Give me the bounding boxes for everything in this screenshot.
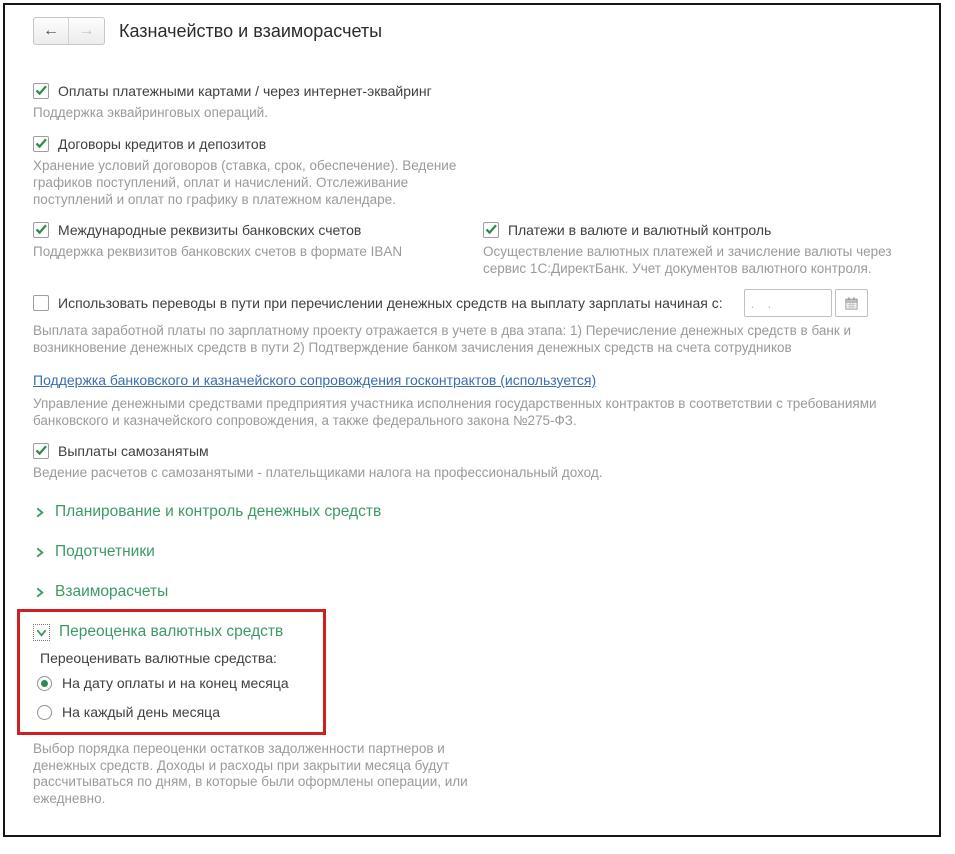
credits-description: Хранение условий договоров (ставка, срок, обеспечение). Ведение графиков поступлений, оплат и начислений. Отслеживание поступлений и оплат по графику в платежном календаре. [33, 158, 457, 207]
section-accountables-label: Подотчетники [55, 543, 155, 560]
checkmark-icon [34, 222, 48, 236]
option-credits [33, 136, 911, 208]
self-employed-label[interactable]: Выплаты самозанятым [58, 443, 209, 459]
chevron-focus-outline [33, 624, 50, 641]
checkmark-icon [34, 83, 48, 97]
transfers-checkbox[interactable] [33, 295, 49, 311]
revaluation-highlight-box [17, 609, 326, 735]
option-currency-payments [483, 222, 911, 277]
history-nav [33, 17, 105, 45]
acquiring-description: Поддержка эквайринговых операций. [33, 105, 268, 120]
gov-contracts-description: Управление денежными средствами предприятия участника исполнения государственных контрактов в соответствии с требованиями банковского и казначейского сопровождения, а также федерального закона №275-ФЗ. [33, 396, 877, 428]
currency-payments-label[interactable]: Платежи в валюте и валютный контроль [507, 222, 772, 238]
revaluation-prompt: Переоценивать валютные средства: [40, 650, 277, 666]
radio-selected-icon[interactable] [37, 676, 52, 691]
section-settlements-label: Взаиморасчеты [55, 583, 169, 600]
transfers-description: Выплата заработной платы по зарплатному проекту отражается в учете в два этапа: 1) Перечисление денежных средств в банк и возникновение денежных средств в пути 2) Подтверждение банком зачисления денежных средств на счета сотрудников [33, 323, 852, 355]
radio-option-on-payment[interactable] [37, 675, 315, 691]
self-employed-checkbox[interactable] [33, 443, 49, 459]
iban-checkbox[interactable] [33, 222, 49, 238]
currency-payments-checkbox[interactable] [483, 222, 499, 238]
self-employed-description: Ведение расчетов с самозанятыми - плательщиками налога на профессиональный доход. [33, 465, 603, 480]
radio-on-payment-label[interactable]: На дату оплаты и на конец месяца [62, 675, 289, 691]
header [33, 17, 911, 45]
radio-every-day-label[interactable]: На каждый день месяца [62, 704, 220, 720]
gov-contracts-link[interactable]: Поддержка банковского и казначейского сопровождения госконтрактов (используется) [33, 372, 597, 388]
start-date-input[interactable] [744, 289, 832, 317]
back-button[interactable] [34, 18, 69, 44]
gov-contracts-block [33, 372, 911, 429]
calendar-button[interactable] [835, 289, 868, 317]
checkmark-icon [34, 136, 48, 150]
acquiring-label[interactable]: Оплаты платежными картами / через интернет-эквайринг [58, 83, 432, 99]
back-arrow-icon: ← [43, 22, 59, 39]
calendar-icon [844, 296, 859, 311]
transfers-label[interactable]: Использовать переводы в пути при перечислении денежных средств на выплату зарплаты начиная с: [58, 295, 723, 311]
radio-option-every-day[interactable] [37, 704, 315, 720]
forward-arrow-icon: → [78, 22, 95, 39]
section-accountables[interactable] [33, 543, 911, 561]
checkmark-icon [484, 222, 498, 236]
settings-window [3, 3, 941, 837]
chevron-right-icon [33, 506, 46, 519]
currency-payments-description: Осуществление валютных платежей и зачисление валюты через сервис 1С:ДиректБанк. Учет документов валютного контроля. [482, 244, 892, 276]
revaluation-description: Выбор порядка переоценки остатков задолженности партнеров и денежных средств. Доходы и расходы при закрытии месяца будут рассчитываться по дням, в которые были оформлены операции, или ежедневно. [33, 741, 468, 806]
chevron-right-icon [33, 586, 46, 599]
option-self-employed [33, 443, 911, 481]
forward-button[interactable] [69, 18, 104, 44]
start-date-group [744, 289, 868, 317]
page-title: Казначейство и взаиморасчеты [119, 20, 383, 41]
credits-checkbox[interactable] [33, 136, 49, 152]
option-iban [33, 222, 483, 260]
section-revaluation[interactable] [33, 623, 315, 641]
radio-unselected-icon[interactable] [37, 705, 52, 720]
checkmark-icon [34, 443, 48, 457]
two-column-row [33, 222, 911, 277]
acquiring-checkbox[interactable] [33, 83, 49, 99]
section-revaluation-label: Переоценка валютных средств [59, 623, 284, 640]
section-planning[interactable] [33, 503, 911, 521]
chevron-right-icon [33, 546, 46, 559]
iban-label[interactable]: Международные реквизиты банковских счетов [58, 222, 362, 238]
section-planning-label: Планирование и контроль денежных средств [55, 503, 382, 520]
chevron-down-icon [35, 626, 48, 639]
section-settlements[interactable] [33, 583, 911, 601]
iban-description: Поддержка реквизитов банковских счетов в формате IBAN [33, 244, 403, 259]
option-transfers-in-transit [33, 289, 911, 356]
credits-label[interactable]: Договоры кредитов и депозитов [58, 136, 267, 152]
option-acquiring [33, 83, 911, 121]
